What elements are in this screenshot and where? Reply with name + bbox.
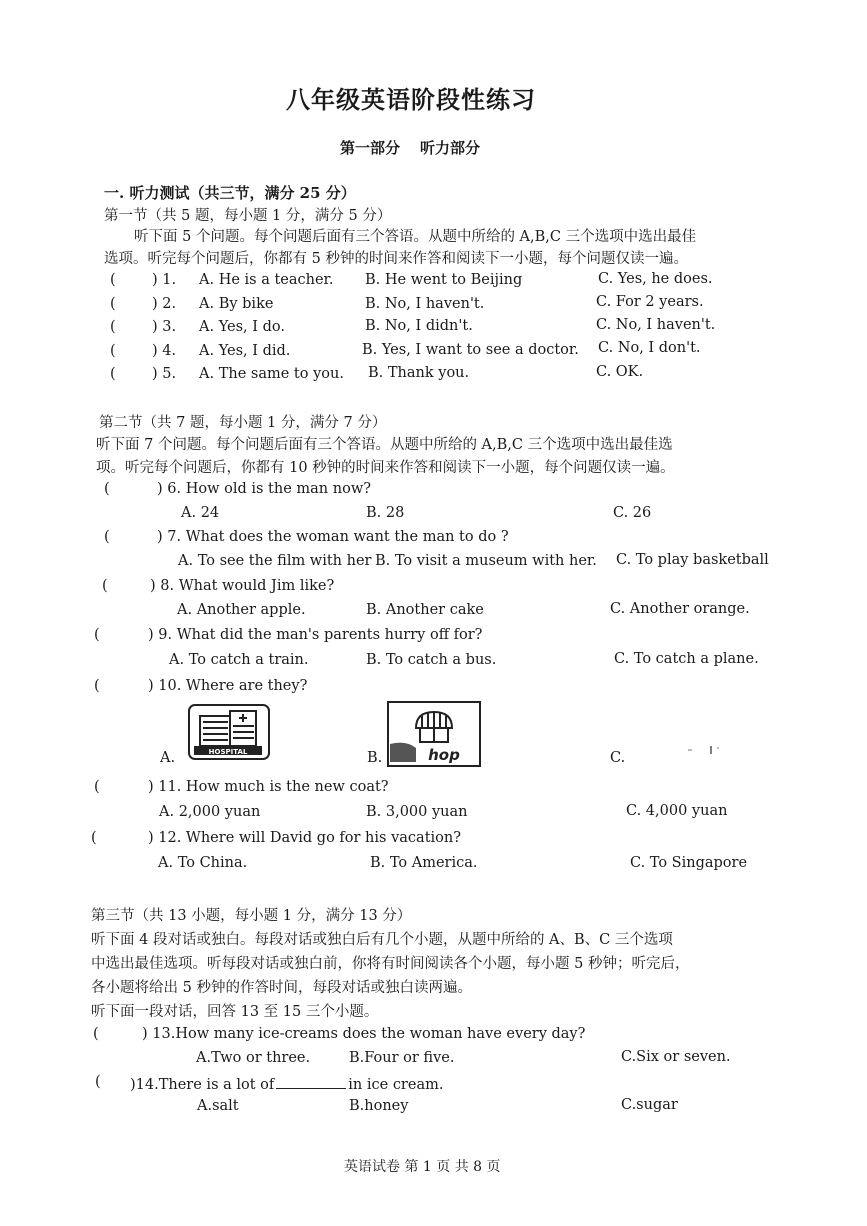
question-text-start: )14.There is a lot of [130, 1077, 275, 1093]
option-a: A. [160, 750, 176, 766]
fill-in-blank[interactable] [276, 1074, 346, 1089]
shop-sign-label: hop [428, 746, 460, 764]
question-text: ) 11. How much is the new coat? [148, 779, 389, 795]
answer-paren[interactable]: ( [94, 627, 100, 643]
option-a: A. By bike [199, 296, 274, 312]
option-c: C. Yes, he does. [598, 271, 713, 287]
question-number: ) 3. [152, 319, 177, 335]
blank-picture [684, 742, 724, 756]
option-c: C. To catch a plane. [614, 651, 759, 667]
section3-instruction-4: 听下面一段对话，回答 13 至 15 三个小题。 [91, 1004, 379, 1020]
option-a: A. 2,000 yuan [159, 804, 261, 820]
section-main-heading: 一. 听力测试（共三节，满分 25 分） [104, 184, 356, 202]
question-number: ) 4. [152, 343, 177, 359]
option-b: B. He went to Beijing [365, 272, 523, 288]
answer-paren[interactable]: ( [110, 366, 116, 382]
option-a: A.Two or three. [196, 1050, 311, 1066]
option-a: A. He is a teacher. [199, 272, 334, 288]
option-c: C. 26 [613, 505, 652, 521]
question-number: ) 2. [152, 296, 177, 312]
option-b: B. Yes, I want to see a doctor. [362, 342, 579, 358]
option-a: A. Yes, I do. [199, 319, 285, 335]
option-c: C. 4,000 yuan [626, 803, 728, 819]
answer-paren[interactable]: ( [93, 1026, 99, 1042]
option-a: A. To catch a train. [169, 652, 309, 668]
answer-paren[interactable]: ( [94, 678, 100, 694]
hospital-sign-label: HOSPITAL [208, 748, 248, 756]
section1-instruction-2: 选项。听完每个问题后，你都有 5 秒钟的时间来作答和阅读下一小题，每个问题仅读一遍。 [104, 251, 688, 267]
hospital-picture [188, 704, 270, 760]
option-b: B. Thank you. [368, 365, 470, 381]
option-b: B. Another cake [366, 602, 484, 618]
section2-heading: 第二节（共 7 题，每小题 1 分，满分 7 分） [99, 415, 387, 431]
option-b: B.Four or five. [349, 1050, 455, 1066]
option-c: C.sugar [621, 1097, 678, 1113]
page-footer: 英语试卷 第 1 页 共 8 页 [344, 1159, 501, 1175]
answer-paren[interactable]: ( [102, 578, 108, 594]
option-c: C. Another orange. [610, 601, 750, 617]
option-a: A.salt [197, 1098, 239, 1114]
option-a: A. To China. [158, 855, 248, 871]
answer-paren[interactable]: ( [94, 779, 100, 795]
section3-heading: 第三节（共 13 小题，每小题 1 分，满分 13 分） [91, 908, 412, 924]
option-c: C. No, I don't. [598, 340, 701, 356]
section2-instruction-2: 项。听完每个问题后，你都有 10 秒钟的时间来作答和阅读下一小题，每个问题仅读一遍。 [96, 460, 675, 476]
question-text: ) 9. What did the man's parents hurry off for? [148, 627, 483, 643]
answer-paren[interactable]: ( [91, 830, 97, 846]
option-b: B. No, I haven't. [365, 296, 485, 312]
section3-instruction-1: 听下面 4 段对话或独白。每段对话或独白后有几个小题，从题中所给的 A、B、C 三个选项 [91, 932, 673, 948]
option-b: B. 28 [366, 505, 405, 521]
option-a: A. Yes, I did. [199, 343, 291, 359]
question-text [130, 1074, 443, 1093]
section1-heading: 第一节（共 5 题，每小题 1 分，满分 5 分） [104, 208, 392, 224]
option-b: B. 3,000 yuan [366, 804, 468, 820]
answer-paren[interactable]: ( [110, 272, 116, 288]
option-b: B. To visit a museum with her. [375, 553, 597, 569]
answer-paren[interactable]: ( [110, 343, 116, 359]
option-c: C. For 2 years. [596, 294, 704, 310]
shop-picture [386, 700, 482, 768]
option-b: B. [367, 750, 383, 766]
question-text: ) 10. Where are they? [148, 678, 308, 694]
question-text: ) 13.How many ice-creams does the woman have every day? [142, 1026, 586, 1042]
part-label: 第一部分 [340, 139, 401, 157]
section2-instruction-1: 听下面 7 个问题。每个问题后面有三个答语。从题中所给的 A,B,C 三个选项中选出最佳选 [96, 437, 673, 453]
option-b: B. No, I didn't. [365, 318, 473, 334]
option-c: C. To play basketball [616, 552, 769, 568]
question-text-end: in ice cream. [348, 1077, 444, 1093]
question-text: ) 6. How old is the man now? [157, 481, 372, 497]
option-c: C. No, I haven't. [596, 317, 716, 333]
option-a: A. Another apple. [177, 602, 306, 618]
option-b: B. To America. [370, 855, 478, 871]
answer-paren[interactable]: ( [110, 319, 116, 335]
option-a: A. The same to you. [199, 366, 344, 382]
page-title: 八年级英语阶段性练习 [286, 85, 536, 114]
answer-paren[interactable]: ( [104, 481, 110, 497]
section1-instruction-1: 听下面 5 个问题。每个问题后面有三个答语。从题中所给的 A,B,C 三个选项中选出最佳 [134, 229, 697, 245]
question-text: ) 12. Where will David go for his vacation? [148, 830, 461, 846]
option-b: B.honey [349, 1098, 409, 1114]
part-name: 听力部分 [420, 139, 481, 157]
section3-instruction-3: 各小题将给出 5 秒钟的作答时间，每段对话或独白读两遍。 [91, 980, 472, 996]
option-a: A. 24 [181, 505, 220, 521]
answer-paren[interactable]: ( [104, 529, 110, 545]
option-c: C. [610, 750, 626, 766]
question-text: ) 7. What does the woman want the man to do ? [157, 529, 509, 545]
section3-instruction-2: 中选出最佳选项。听每段对话或独白前，你将有时间阅读各个小题，每小题 5 秒钟；听完后， [91, 956, 690, 972]
option-a: A. To see the film with her [178, 553, 372, 569]
answer-paren[interactable]: ( [110, 296, 116, 312]
answer-paren[interactable]: ( [95, 1074, 101, 1090]
option-c: C. To Singapore [630, 855, 748, 871]
question-number: ) 1. [152, 272, 177, 288]
question-number: ) 5. [152, 366, 177, 382]
option-c: C. OK. [596, 364, 644, 380]
option-b: B. To catch a bus. [366, 652, 497, 668]
option-c: C.Six or seven. [621, 1049, 731, 1065]
question-text: ) 8. What would Jim like? [150, 578, 335, 594]
